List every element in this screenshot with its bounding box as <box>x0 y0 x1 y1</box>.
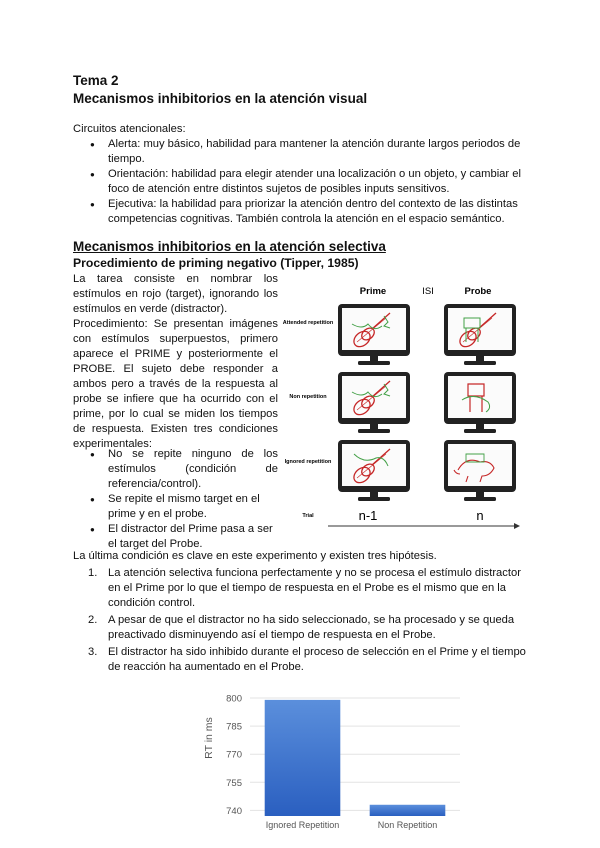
y-tick-label: 785 <box>226 721 242 733</box>
hypotheses-list <box>73 566 528 677</box>
rt-bar-chart <box>190 680 470 830</box>
probe-monitor-attended <box>444 304 516 365</box>
probe-monitor-non <box>444 372 516 433</box>
col-isi-label: ISI <box>422 286 434 297</box>
item-number: 1. <box>88 567 98 579</box>
tema-label: Tema 2 <box>73 73 119 88</box>
intro-paragraph: La tarea consiste en nombrar los estímulos en rojo (target), ignorando los estímulos en verde (distractor). <box>73 273 278 315</box>
col-probe-label: Probe <box>464 286 492 297</box>
section-subtitle: Procedimiento de priming negativo (Tipper, 1985) <box>73 256 359 270</box>
hypotheses-intro: La última condición es clave en este experimento y existen tres hipótesis. <box>73 550 437 562</box>
list-item: ● Orientación: habilidad para elegir atender una localización o un objeto, y cambiar el foco de atención entre distintos sujetos de posibles inputs sensitivos. <box>73 167 528 197</box>
prime-monitor-ignored <box>338 440 410 501</box>
item-text: La atención selectiva funciona perfectamente y no se procesa el estímulo distractor en el Prime por lo que el tiempo de respuesta en el Probe es el mismo que en la condición control. <box>108 567 521 609</box>
list-item: ● Se repite el mismo target en el prime y en el probe. <box>73 492 278 522</box>
prime-monitor-attended <box>338 304 410 365</box>
item-number: 3. <box>88 646 98 658</box>
list-item: ● El distractor del Prime pasa a ser el target del Probe. <box>73 522 278 552</box>
circuitos-label: Circuitos atencionales: <box>73 123 186 135</box>
x-tick-label: Non Repetition <box>377 820 438 830</box>
priming-figure <box>282 280 528 530</box>
probe-monitor-ignored <box>444 440 516 501</box>
trial-arrow-head <box>514 523 520 529</box>
conditions-list <box>73 447 278 552</box>
list-item: ● Alerta: muy básico, habilidad para mantener la atención durante largos periodos de tiempo. <box>73 137 528 167</box>
procedure-paragraph: Procedimiento: Se presentan imágenes con estímulos superpuestos, primero aparece el PRIME y posteriormente el PROBE. El sujeto debe responder a ambos pero a través de la respuesta al probe se infiere que ha ocurrido con el prime, por lo cual se miden los tiempos de respuesta. Existen tres condiciones experimentales: <box>73 318 278 450</box>
row-attended-label: Attended repetition <box>282 320 334 326</box>
list-item <box>73 645 528 675</box>
list-item <box>73 566 528 611</box>
y-axis-title: RT in ms <box>203 717 215 759</box>
list-item: ● No se repite ninguno de los estímulos (condición de referencia/control). <box>73 447 278 492</box>
bar-non-repetition <box>370 805 446 816</box>
bar-ignored-repetition <box>265 700 341 816</box>
item-number: 2. <box>88 614 98 626</box>
prime-monitor-non <box>338 372 410 433</box>
circuitos-list <box>73 137 528 227</box>
y-tick-label: 755 <box>226 777 242 789</box>
x-tick-label: Ignored Repetition <box>265 820 340 830</box>
page-title: Mecanismos inhibitorios en la atención visual <box>73 91 368 106</box>
y-tick-label: 740 <box>226 805 242 817</box>
y-tick-label: 800 <box>226 693 242 705</box>
list-item: ● Ejecutiva: la habilidad para priorizar la atención dentro del contexto de las distintas competencias cognitivas. También controla la atención en el espacio semántico. <box>73 197 528 227</box>
list-item <box>73 613 528 643</box>
col-prime-label: Prime <box>359 286 387 297</box>
trial-label: Trial <box>302 513 314 519</box>
trial-curr-label: n <box>476 508 484 523</box>
y-tick-label: 770 <box>226 749 242 761</box>
item-text: El distractor ha sido inhibido durante el proceso de selección en el Prime y el tiempo de reacción ha aumentado en el Probe. <box>108 646 526 673</box>
row-non-label: Non repetition <box>289 394 327 400</box>
row-ignored-label: Ignored repetition <box>284 459 332 465</box>
trial-prev-label: n-1 <box>358 508 378 523</box>
section-title: Mecanismos inhibitorios en la atención selectiva <box>73 239 386 254</box>
item-text: A pesar de que el distractor no ha sido seleccionado, se ha procesado y se queda preactivado disminuyendo así el tiempo de respuesta en el Probe. <box>108 614 515 641</box>
